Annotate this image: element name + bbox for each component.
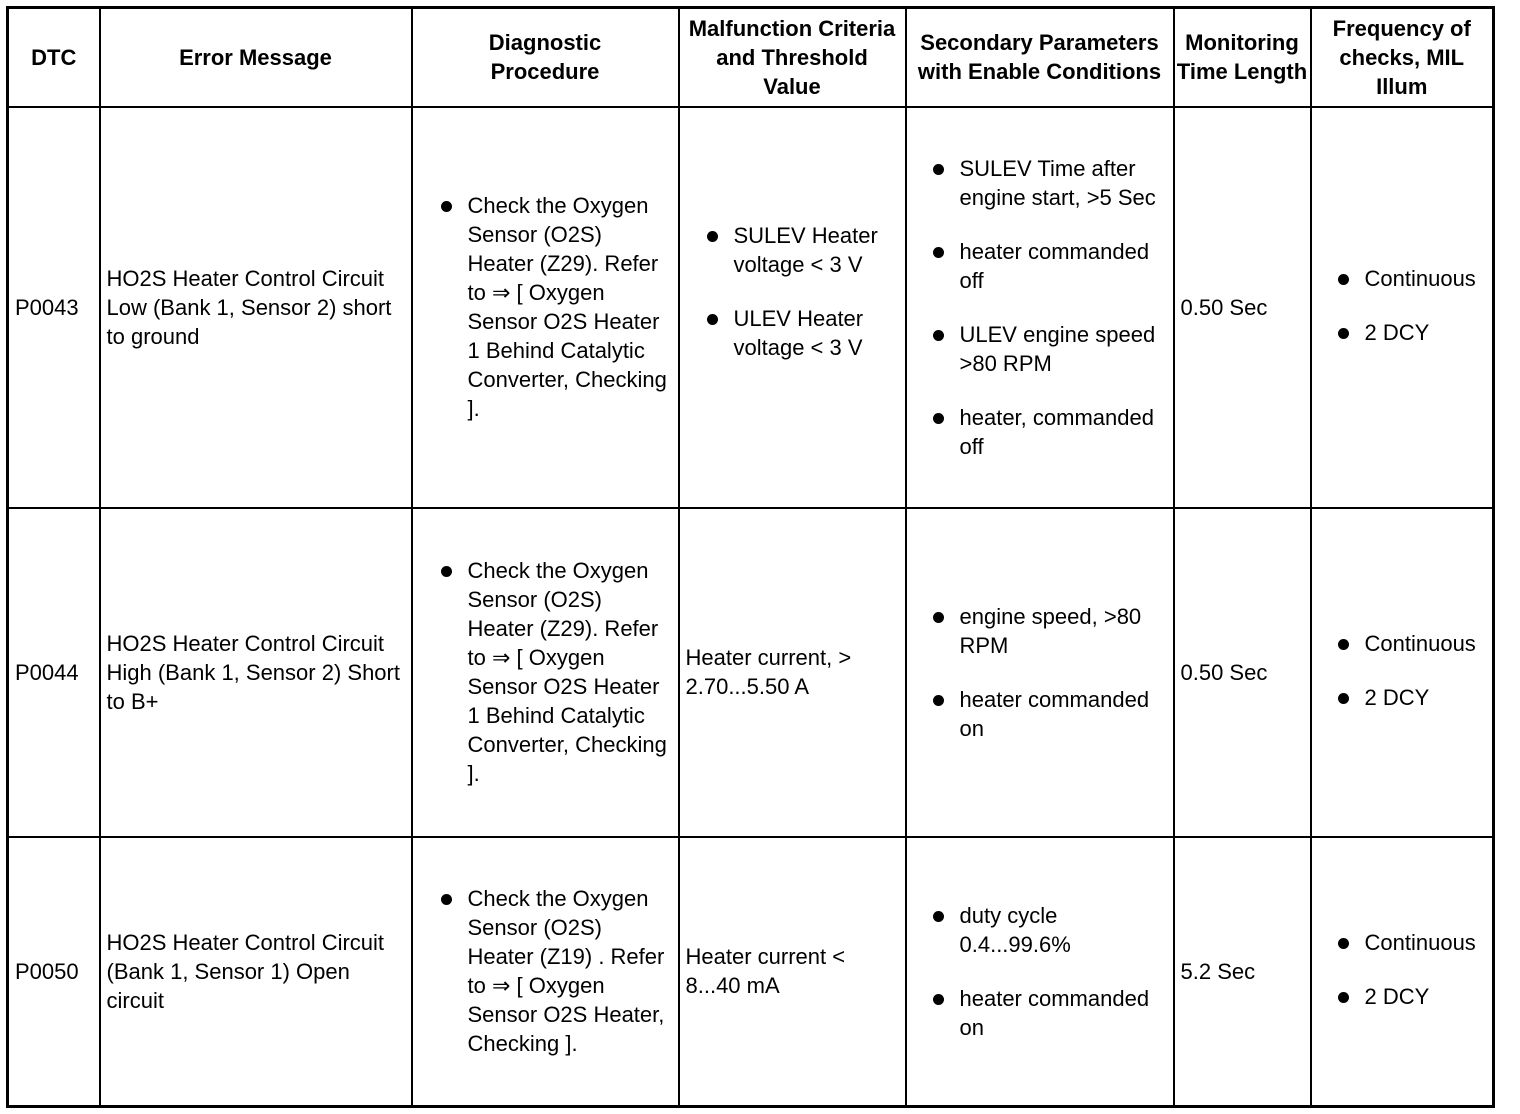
frequency-item: Continuous [1364, 630, 1476, 656]
header-malfunction-criteria [679, 8, 906, 107]
table-row [8, 837, 1494, 1107]
error-message: HO2S Heater Control Circuit High (Bank 1, Sensor 2) Short to B+ [100, 508, 412, 837]
header-secondary-parameters-text: Secondary Parameters with Enable Conditions [917, 30, 1162, 85]
bullet-icon [933, 695, 944, 706]
criteria-item: ULEV Heater voltage < 3 V [733, 305, 864, 360]
header-malfunction-criteria-text: Malfunction Criteria and Threshold Value [688, 15, 896, 99]
frequency [1311, 837, 1494, 1107]
malfunction-criteria: Heater current < 8...40 mA [679, 837, 906, 1107]
bullet-icon [933, 911, 944, 922]
secondary-item: heater commanded on [959, 985, 1150, 1040]
bullet-icon [1338, 992, 1349, 1003]
secondary-parameters [906, 508, 1174, 837]
bullet-icon [933, 994, 944, 1005]
header-secondary-parameters [906, 8, 1174, 107]
diagnostic-procedure [412, 107, 679, 508]
bullet-icon [1338, 938, 1349, 949]
frequency-item: Continuous [1364, 929, 1476, 955]
secondary-item: heater, commanded off [959, 404, 1154, 459]
procedure-text: Check the Oxygen Sensor (O2S) Heater (Z19) . Refer to ⇒ [ Oxygen Sensor O2S Heater, Checking ]. [467, 886, 665, 1057]
bullet-icon [933, 413, 944, 424]
header-diagnostic-procedure-text: Diagnostic Procedure [488, 30, 602, 85]
bullet-icon [441, 566, 452, 577]
header-frequency: Frequency of checks, MIL Illum [1311, 8, 1494, 107]
header-error-message: Error Message [100, 8, 412, 107]
bullet-icon [933, 247, 944, 258]
procedure-text: Check the Oxygen Sensor (O2S) Heater (Z29). Refer to ⇒ [ Oxygen Sensor O2S Heater 1 Behind Catalytic Converter, Checking ]. [467, 193, 667, 421]
frequency-item: 2 DCY [1364, 319, 1430, 345]
frequency-item: 2 DCY [1364, 983, 1430, 1009]
secondary-parameters [906, 107, 1174, 508]
bullet-icon [1338, 328, 1349, 339]
bullet-icon [441, 201, 452, 212]
header-monitoring-time: Monitoring Time Length [1174, 8, 1311, 107]
secondary-item: duty cycle 0.4...99.6% [959, 902, 1071, 957]
monitoring-time: 0.50 Sec [1174, 107, 1311, 508]
frequency-item: Continuous [1364, 265, 1476, 291]
dtc-code: P0043 [8, 107, 100, 508]
table-row [8, 107, 1494, 508]
bullet-icon [933, 612, 944, 623]
malfunction-criteria: Heater current, > 2.70...5.50 A [679, 508, 906, 837]
bullet-icon [707, 231, 718, 242]
secondary-parameters [906, 837, 1174, 1107]
secondary-item: ULEV engine speed >80 RPM [959, 321, 1156, 376]
diagnostic-procedure [412, 508, 679, 837]
secondary-item: engine speed, >80 RPM [959, 603, 1142, 658]
procedure-text: Check the Oxygen Sensor (O2S) Heater (Z29). Refer to ⇒ [ Oxygen Sensor O2S Heater 1 Behind Catalytic Converter, Checking ]. [467, 558, 667, 786]
error-message: HO2S Heater Control Circuit Low (Bank 1, Sensor 2) short to ground [100, 107, 412, 508]
bullet-icon [933, 164, 944, 175]
monitoring-time: 0.50 Sec [1174, 508, 1311, 837]
malfunction-criteria [679, 107, 906, 508]
bullet-icon [441, 894, 452, 905]
bullet-icon [1338, 639, 1349, 650]
bullet-icon [707, 314, 718, 325]
bullet-icon [933, 330, 944, 341]
bullet-icon [1338, 693, 1349, 704]
header-dtc: DTC [8, 8, 100, 107]
secondary-item: heater commanded on [959, 686, 1150, 741]
diagnostic-procedure [412, 837, 679, 1107]
monitoring-time: 5.2 Sec [1174, 837, 1311, 1107]
header-row [8, 8, 1494, 107]
bullet-icon [1338, 274, 1349, 285]
frequency [1311, 107, 1494, 508]
secondary-item: heater commanded off [959, 238, 1150, 293]
criteria-item: SULEV Heater voltage < 3 V [733, 222, 878, 277]
dtc-table [6, 6, 1495, 1108]
dtc-code: P0044 [8, 508, 100, 837]
frequency-item: 2 DCY [1364, 684, 1430, 710]
secondary-item: SULEV Time after engine start, >5 Sec [959, 155, 1156, 210]
dtc-code: P0050 [8, 837, 100, 1107]
table-row [8, 508, 1494, 837]
header-diagnostic-procedure [412, 8, 679, 107]
error-message: HO2S Heater Control Circuit (Bank 1, Sensor 1) Open circuit [100, 837, 412, 1107]
frequency [1311, 508, 1494, 837]
